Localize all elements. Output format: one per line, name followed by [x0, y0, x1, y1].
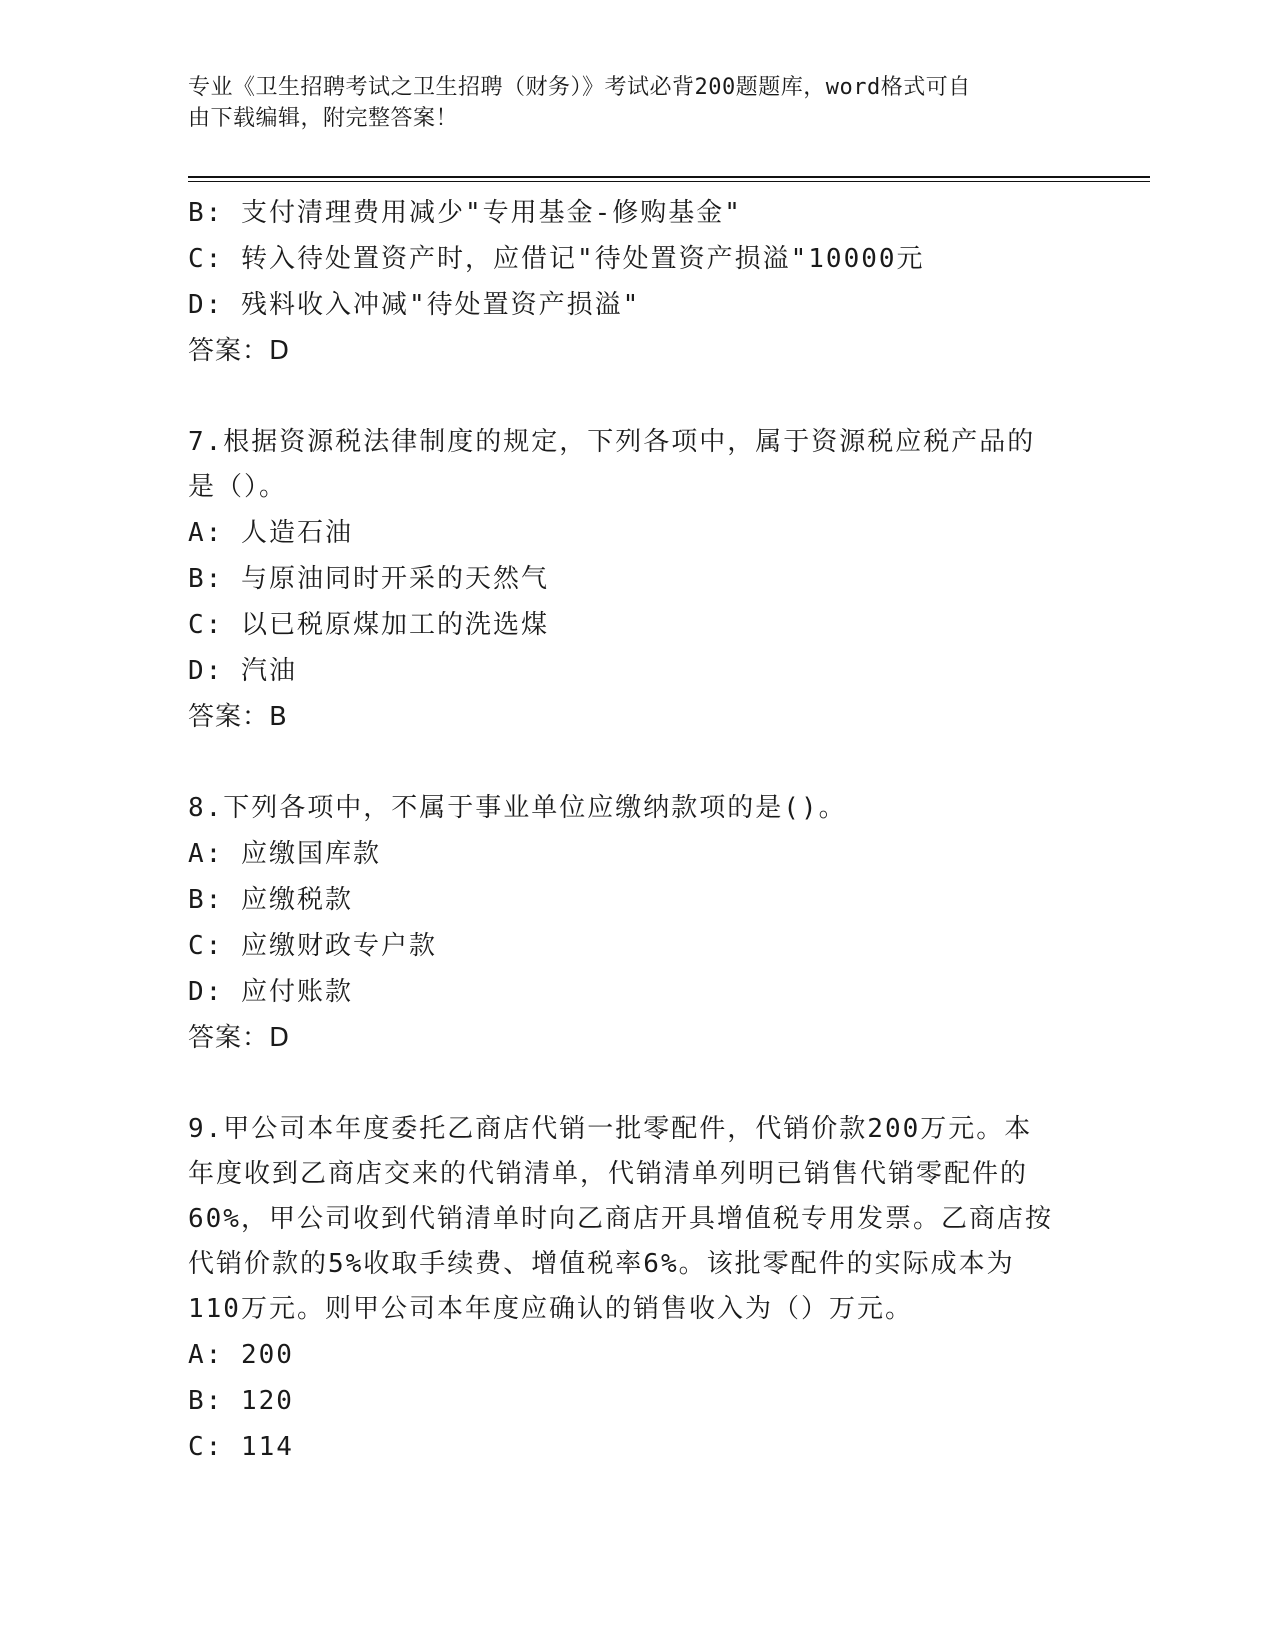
option-b: B: 120	[188, 1386, 294, 1416]
option-c: C: 应缴财政专户款	[188, 931, 437, 961]
header-line-2: 由下载编辑，附完整答案！	[188, 106, 459, 131]
option-b: B: 应缴税款	[188, 885, 353, 915]
question-text-line: 110万元。则甲公司本年度应确认的销售收入为（）万元。	[188, 1294, 913, 1324]
option-c: C: 转入待处置资产时，应借记"待处置资产损溢"10000元	[188, 244, 925, 274]
option-c: C: 以已税原煤加工的洗选煤	[188, 610, 549, 640]
question-text-line: 年度收到乙商店交来的代销清单，代销清单列明已销售代销零配件的	[188, 1159, 1029, 1189]
option-a: A: 人造石油	[188, 518, 353, 548]
option-b: B: 与原油同时开采的天然气	[188, 564, 549, 594]
option-b: B: 支付清理费用减少"专用基金-修购基金"	[188, 198, 742, 228]
question-text-line: 是（）。	[188, 472, 288, 502]
header-rule-thin	[188, 181, 1150, 182]
option-d: D: 残料收入冲减"待处置资产损溢"	[188, 290, 641, 320]
question-6-continued	[188, 190, 1068, 374]
option-c: C: 114	[188, 1432, 294, 1462]
header-rule-thick	[188, 176, 1150, 178]
question-text-line: 8.下列各项中，不属于事业单位应缴纳款项的是()。	[188, 793, 847, 823]
answer-line: 答案：D	[188, 1023, 291, 1053]
option-d: D: 应付账款	[188, 977, 353, 1007]
document-body	[188, 190, 1068, 1470]
question-text-line: 9.甲公司本年度委托乙商店代销一批零配件，代销价款200万元。本	[188, 1114, 1033, 1144]
option-a: A: 应缴国库款	[188, 839, 381, 869]
question-text-line: 60%，甲公司收到代销清单时向乙商店开具增值税专用发票。乙商店按	[188, 1204, 1053, 1234]
question-7	[188, 420, 1068, 740]
question-text-line: 代销价款的5%收取手续费、增值税率6%。该批零配件的实际成本为	[188, 1249, 1015, 1279]
question-text-line: 7.根据资源税法律制度的规定，下列各项中，属于资源税应税产品的	[188, 427, 1036, 457]
document-header	[188, 72, 1068, 134]
option-d: D: 汽油	[188, 656, 297, 686]
answer-line: 答案：D	[188, 336, 291, 366]
question-9	[188, 1107, 1068, 1470]
header-line-1: 专业《卫生招聘考试之卫生招聘（财务）》考试必背200题题库，word格式可自	[188, 75, 971, 100]
question-8	[188, 786, 1068, 1061]
option-a: A: 200	[188, 1340, 294, 1370]
answer-line: 答案：B	[188, 702, 288, 732]
